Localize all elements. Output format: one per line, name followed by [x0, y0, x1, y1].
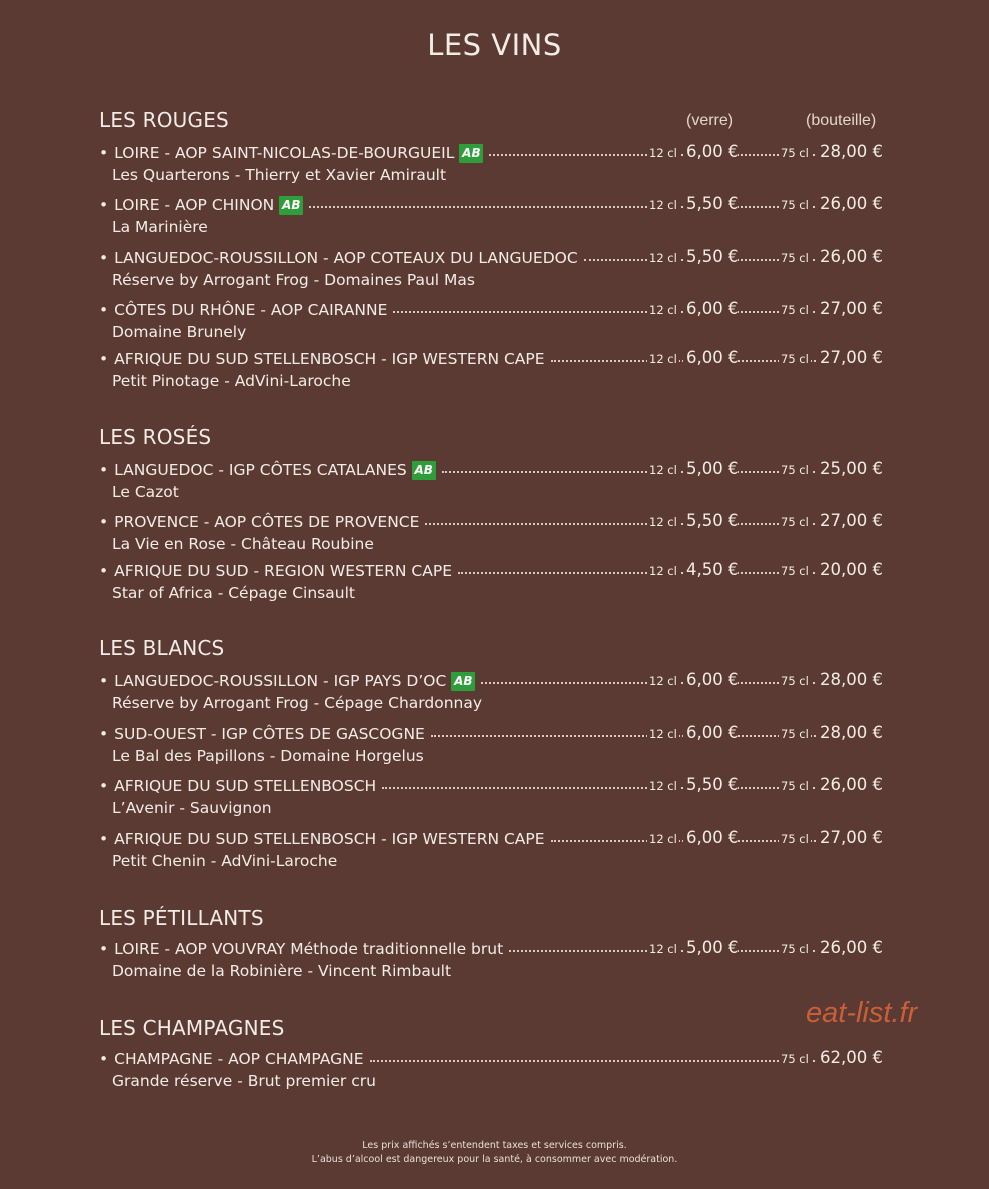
section-title: LES CHAMPAGNES	[99, 1016, 285, 1040]
bottle-price: 20,00 €	[817, 560, 883, 579]
bottle-price: 27,00 €	[817, 828, 883, 847]
wine-name-group	[99, 348, 547, 370]
leader-dots	[309, 206, 819, 208]
bullet: •	[99, 940, 109, 958]
bullet: •	[99, 672, 109, 690]
glass-price: 6,00 €	[683, 723, 738, 742]
organic-ab-icon: AB	[459, 144, 483, 163]
section-title: LES PÉTILLANTS	[99, 906, 264, 930]
bottle-volume: 75 cl	[781, 779, 809, 793]
leader-dots	[425, 523, 819, 525]
bottle-price: 26,00 €	[817, 194, 883, 213]
page-title: LES VINS	[427, 28, 562, 62]
wine-producer: Le Bal des Papillons - Domaine Horgelus	[112, 747, 424, 765]
wine-item	[99, 511, 889, 557]
wine-item	[99, 299, 889, 345]
bottle-volume: 75 cl	[781, 564, 809, 578]
bottle-volume: 75 cl	[781, 146, 809, 160]
organic-ab-icon: AB	[451, 672, 475, 691]
wine-producer: Réserve by Arrogant Frog - Domaines Paul Mas	[112, 271, 475, 289]
wine-name-group	[99, 670, 477, 692]
wine-item	[99, 142, 889, 188]
glass-price: 6,00 €	[683, 142, 738, 161]
wine-name: AFRIQUE DU SUD STELLENBOSCH	[114, 777, 377, 795]
wine-item	[99, 723, 889, 769]
bottle-volume: 75 cl	[781, 352, 809, 366]
wine-name-group	[99, 775, 378, 797]
wine-name-group	[99, 247, 580, 269]
organic-ab-icon: AB	[279, 196, 303, 215]
glass-volume: 12 cl	[649, 674, 677, 688]
wine-producer: La Vie en Rose - Château Roubine	[112, 535, 374, 553]
bullet: •	[99, 562, 109, 580]
wine-name-group	[99, 723, 427, 745]
glass-price: 6,00 €	[683, 670, 738, 689]
wine-producer: Petit Pinotage - AdVini-Laroche	[112, 372, 351, 390]
wine-main-line	[99, 299, 889, 321]
section-title: LES ROSÉS	[99, 425, 212, 449]
bullet: •	[99, 350, 109, 368]
bullet: •	[99, 301, 109, 319]
wine-item	[99, 560, 889, 606]
footer-notice	[0, 1139, 989, 1167]
bottle-price: 28,00 €	[817, 142, 883, 161]
bottle-price: 26,00 €	[817, 938, 883, 957]
wine-main-line	[99, 247, 889, 269]
wine-producer: Le Cazot	[112, 483, 179, 501]
glass-volume: 12 cl	[649, 564, 677, 578]
glass-volume: 12 cl	[649, 515, 677, 529]
wine-name-group	[99, 299, 389, 321]
bottle-volume: 75 cl	[781, 303, 809, 317]
wine-name: AFRIQUE DU SUD - REGION WESTERN CAPE	[114, 562, 453, 580]
bottle-volume: 75 cl	[781, 515, 809, 529]
glass-volume: 12 cl	[649, 463, 677, 477]
wine-item	[99, 938, 889, 984]
organic-ab-icon: AB	[412, 461, 436, 480]
wine-main-line	[99, 775, 889, 797]
leader-dots	[431, 735, 819, 737]
bullet: •	[99, 513, 109, 531]
leader-dots	[442, 471, 819, 473]
bottle-volume: 75 cl	[781, 1052, 809, 1066]
wine-producer: Petit Chenin - AdVini-Laroche	[112, 852, 338, 870]
wine-name-group	[99, 560, 454, 582]
glass-price: 5,50 €	[683, 511, 738, 530]
wine-main-line	[99, 194, 889, 216]
leader-dots	[393, 311, 819, 313]
wine-name: LANGUEDOC - IGP CÔTES CATALANES	[114, 461, 407, 479]
wine-producer: Domaine Brunely	[112, 323, 247, 341]
section-title: LES ROUGES	[99, 108, 229, 132]
wine-producer: Domaine de la Robinière - Vincent Rimbault	[112, 962, 452, 980]
glass-price: 5,50 €	[683, 775, 738, 794]
leader-dots	[458, 572, 819, 574]
glass-price: 6,00 €	[683, 828, 738, 847]
leader-dots	[382, 787, 819, 789]
bottle-price: 28,00 €	[817, 670, 883, 689]
bottle-price: 62,00 €	[817, 1048, 883, 1067]
glass-price: 6,00 €	[683, 348, 738, 367]
wine-main-line	[99, 511, 889, 533]
wine-item	[99, 1048, 889, 1094]
bullet: •	[99, 196, 109, 214]
wine-item	[99, 247, 889, 293]
wine-main-line	[99, 670, 889, 692]
bottle-volume: 75 cl	[781, 674, 809, 688]
footer-line-alcohol: L’abus d’alcool est dangereux pour la santé, à consommer avec modération.	[311, 1154, 678, 1165]
bullet: •	[99, 725, 109, 743]
wine-main-line	[99, 1048, 889, 1070]
column-header-glass: (verre)	[686, 112, 734, 129]
glass-volume: 12 cl	[649, 146, 677, 160]
glass-volume: 12 cl	[649, 727, 677, 741]
wine-name: AFRIQUE DU SUD STELLENBOSCH - IGP WESTERN CAPE	[114, 350, 545, 368]
wine-name: LOIRE - AOP VOUVRAY Méthode traditionnelle brut	[114, 940, 504, 958]
wine-item	[99, 670, 889, 716]
wine-item	[99, 459, 889, 505]
bottle-volume: 75 cl	[781, 832, 809, 846]
wine-producer: L’Avenir - Sauvignon	[112, 799, 272, 817]
wine-name-group	[99, 938, 505, 960]
bullet: •	[99, 249, 109, 267]
bottle-volume: 75 cl	[781, 727, 809, 741]
bottle-price: 27,00 €	[817, 348, 883, 367]
wine-main-line	[99, 723, 889, 745]
glass-price: 5,50 €	[683, 194, 738, 213]
bottle-price: 27,00 €	[817, 299, 883, 318]
bullet: •	[99, 144, 109, 162]
wine-main-line	[99, 142, 889, 164]
section-title: LES BLANCS	[99, 636, 225, 660]
bottle-price: 26,00 €	[817, 775, 883, 794]
bottle-volume: 75 cl	[781, 198, 809, 212]
glass-price: 5,00 €	[683, 459, 738, 478]
glass-price: 6,00 €	[683, 299, 738, 318]
footer-line-prices: Les prix affichés s’entendent taxes et services compris.	[362, 1140, 627, 1151]
wine-main-line	[99, 828, 889, 850]
wine-producer: La Marinière	[112, 218, 208, 236]
bottle-price: 26,00 €	[817, 247, 883, 266]
wine-name-group	[99, 1048, 366, 1070]
leader-dots	[370, 1060, 819, 1062]
wine-name: AFRIQUE DU SUD STELLENBOSCH - IGP WESTERN CAPE	[114, 830, 545, 848]
wine-main-line	[99, 560, 889, 582]
wine-main-line	[99, 348, 889, 370]
glass-volume: 12 cl	[649, 779, 677, 793]
glass-price: 5,50 €	[683, 247, 738, 266]
wine-producer: Star of Africa - Cépage Cinsault	[112, 584, 355, 602]
wine-item	[99, 828, 889, 874]
wine-name-group	[99, 194, 305, 216]
wine-name: CÔTES DU RHÔNE - AOP CAIRANNE	[114, 301, 388, 319]
wine-name: LOIRE - AOP SAINT-NICOLAS-DE-BOURGUEIL	[114, 144, 455, 162]
wine-producer: Réserve by Arrogant Frog - Cépage Chardonnay	[112, 694, 483, 712]
wine-item	[99, 348, 889, 394]
wine-item	[99, 194, 889, 240]
bullet: •	[99, 777, 109, 795]
glass-price: 5,00 €	[683, 938, 738, 957]
glass-volume: 12 cl	[649, 303, 677, 317]
watermark: eat-list.fr	[806, 997, 918, 1029]
bottle-price: 27,00 €	[817, 511, 883, 530]
bottle-price: 28,00 €	[817, 723, 883, 742]
wine-name: SUD-OUEST - IGP CÔTES DE GASCOGNE	[114, 725, 425, 743]
bottle-volume: 75 cl	[781, 251, 809, 265]
bottle-volume: 75 cl	[781, 942, 809, 956]
wine-producer: Grande réserve - Brut premier cru	[112, 1072, 376, 1090]
wine-name-group	[99, 142, 485, 164]
glass-volume: 12 cl	[649, 352, 677, 366]
wine-name-group	[99, 828, 547, 850]
bullet: •	[99, 830, 109, 848]
bottle-price: 25,00 €	[817, 459, 883, 478]
glass-price: 4,50 €	[683, 560, 738, 579]
wine-name: CHAMPAGNE - AOP CHAMPAGNE	[114, 1050, 364, 1068]
wine-name: LANGUEDOC-ROUSSILLON - AOP COTEAUX DU LANGUEDOC	[114, 249, 578, 267]
wine-producer: Les Quarterons - Thierry et Xavier Amirault	[112, 166, 447, 184]
glass-volume: 12 cl	[649, 942, 677, 956]
glass-volume: 12 cl	[649, 251, 677, 265]
bullet: •	[99, 1050, 109, 1068]
wine-name-group	[99, 511, 421, 533]
wine-main-line	[99, 459, 889, 481]
glass-volume: 12 cl	[649, 198, 677, 212]
glass-volume: 12 cl	[649, 832, 677, 846]
wine-name: PROVENCE - AOP CÔTES DE PROVENCE	[114, 513, 420, 531]
wine-main-line	[99, 938, 889, 960]
bullet: •	[99, 461, 109, 479]
wine-name: LOIRE - AOP CHINON	[114, 196, 275, 214]
column-header-bottle: (bouteille)	[806, 112, 877, 129]
wine-name: LANGUEDOC-ROUSSILLON - IGP PAYS D’OC	[114, 672, 447, 690]
bottle-volume: 75 cl	[781, 463, 809, 477]
wine-item	[99, 775, 889, 821]
wine-name-group	[99, 459, 438, 481]
